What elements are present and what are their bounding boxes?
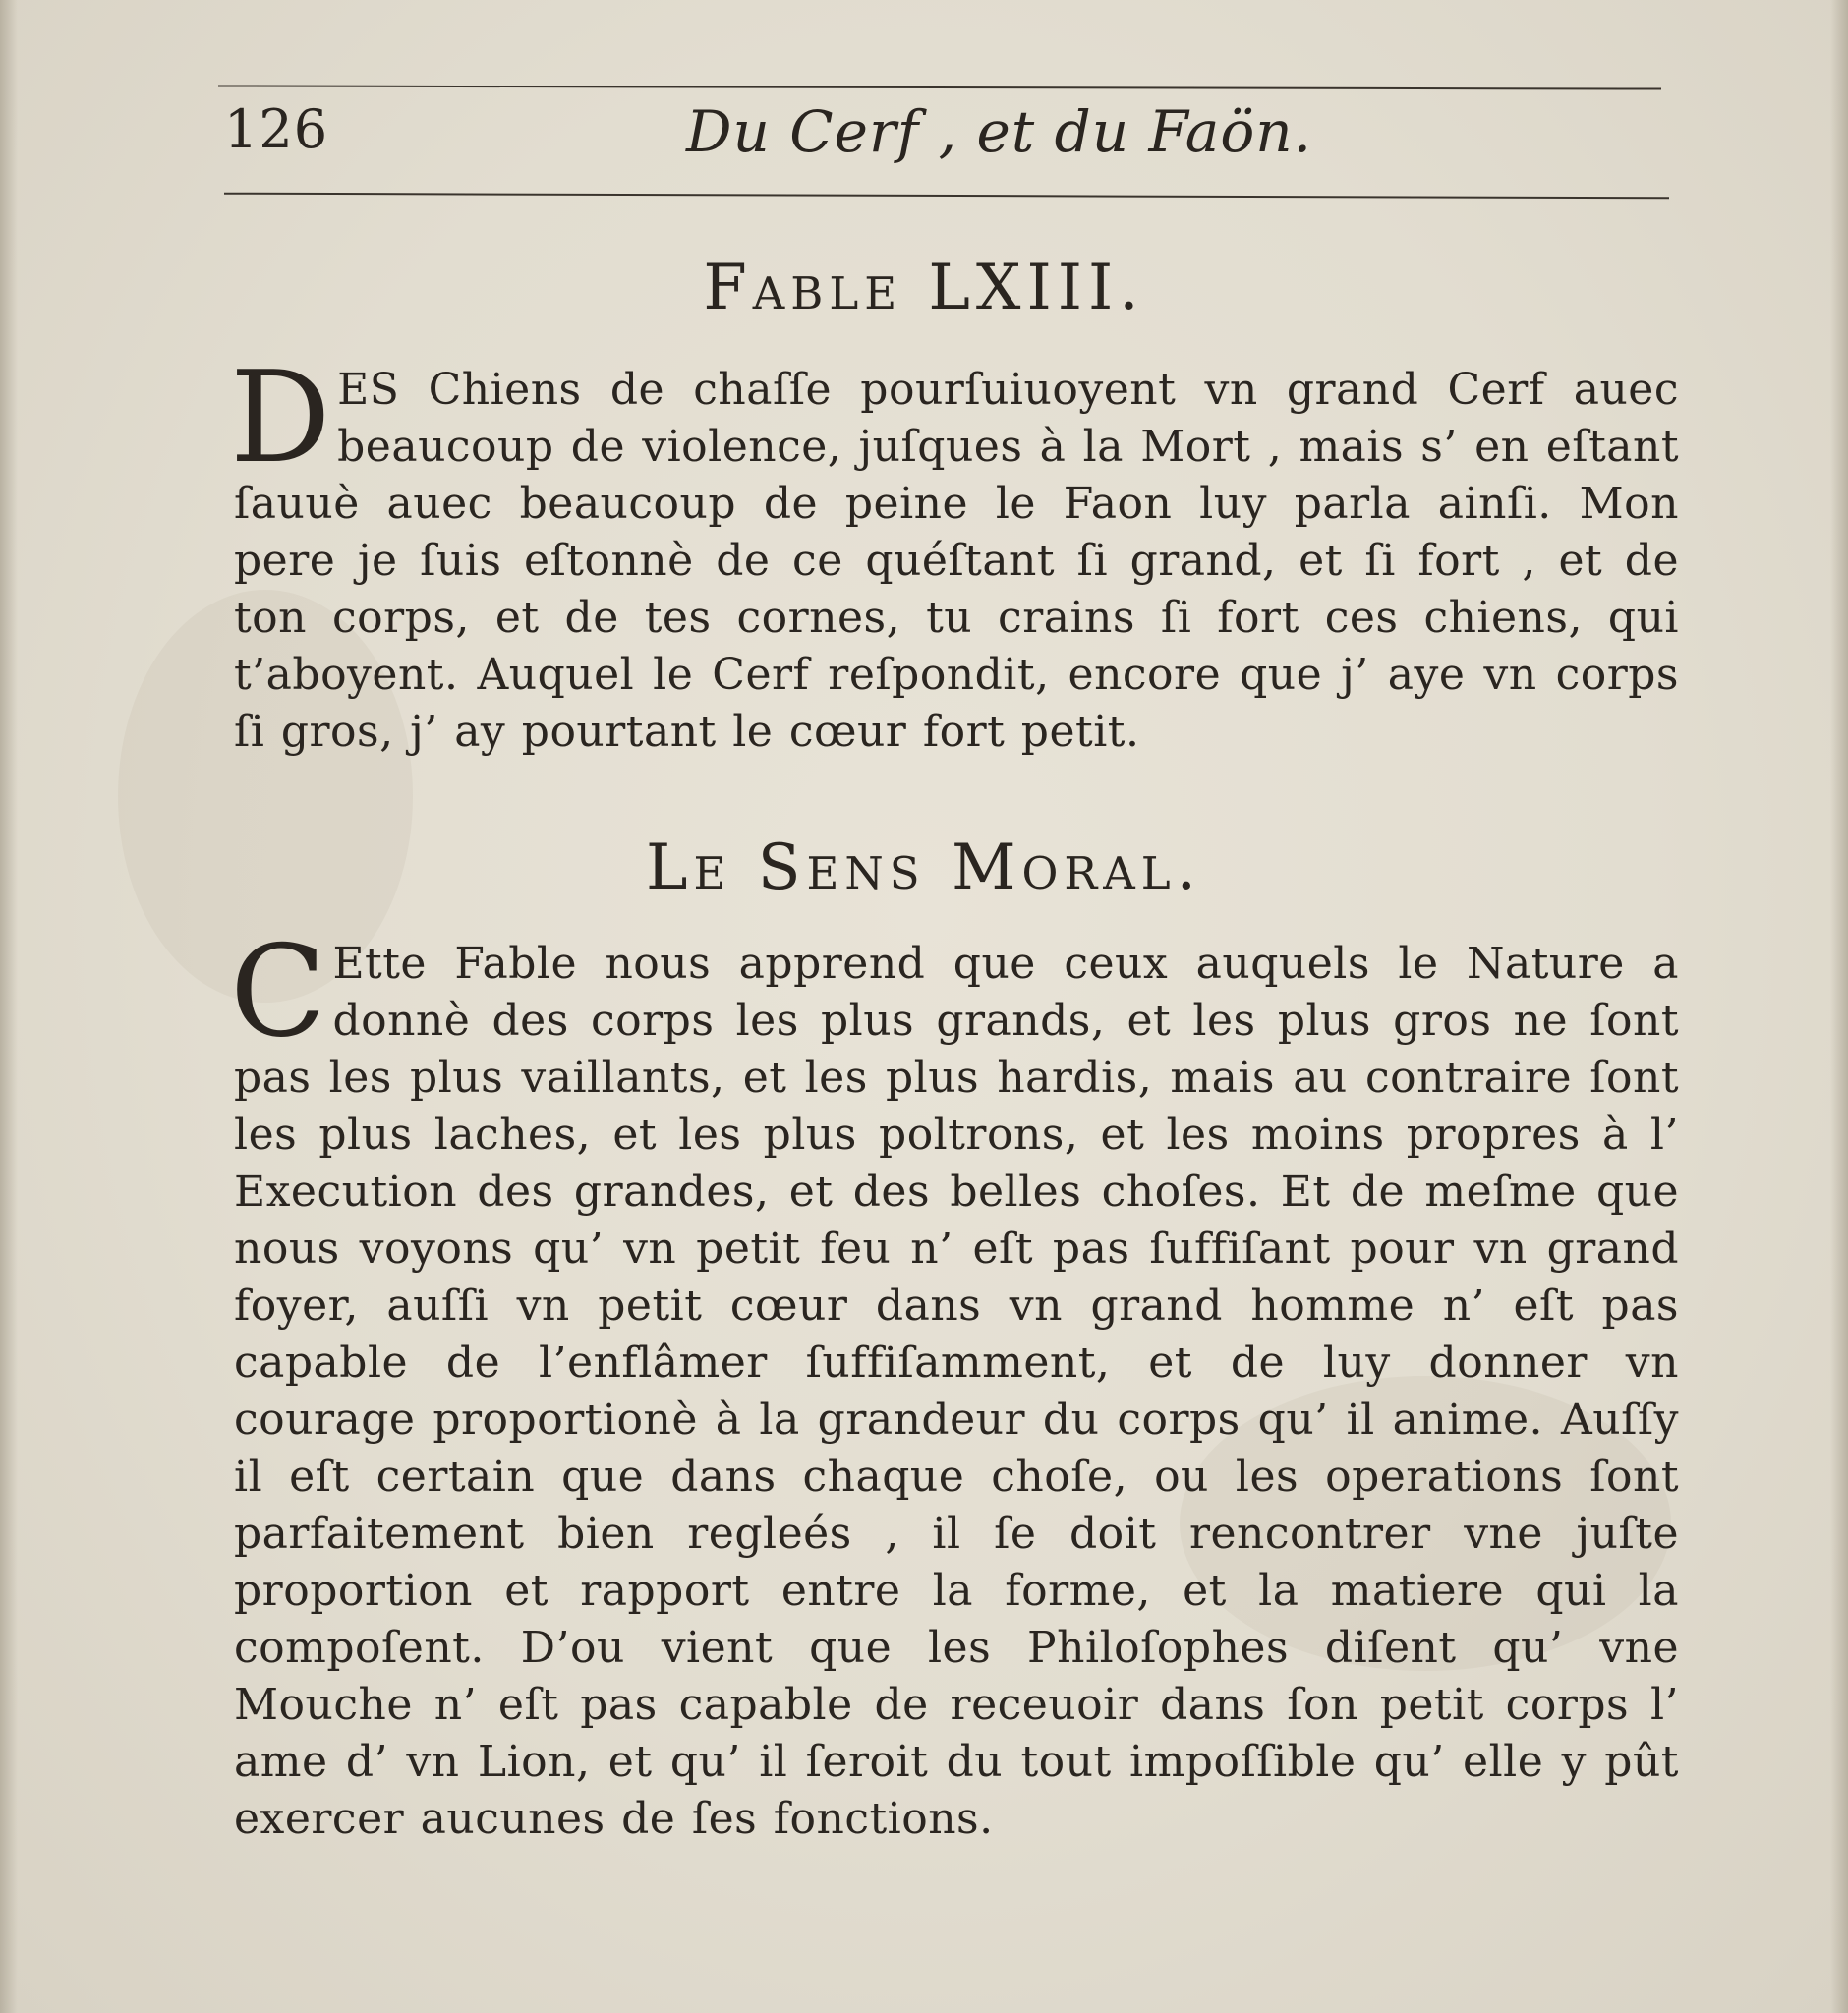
drop-cap-initial: C: [230, 919, 327, 1065]
drop-cap-initial: D: [230, 345, 332, 491]
fable-paragraph: [230, 345, 1679, 761]
running-head: [224, 98, 1661, 177]
fable-body-text: ES Chiens de chaſſe pourſuiuoyent vn grand Cerf auec beaucoup de violence, juſques à la Mort , mais s’ en eſtant ſauuè auec beaucoup de peine le Faon luy parla ainſi. Mon pere je ſuis eſtonnè de ce quéſtant ſi grand, et ſi fort , et de ton corps, et de tes cornes, tu crains ſi fort ces chiens, qui t’aboyent. Auquel le Cerf reſpondit, encore que j’ aye vn corps ſi gros, j’ ay pourtant le cœur fort petit.: [234, 365, 1679, 757]
header-rule-bottom: [224, 193, 1669, 200]
header-rule-top: [218, 85, 1661, 89]
page-number: 126: [224, 98, 329, 160]
moral-body-text: Ette Fable nous apprend que ceux auquels le Nature a donnè des corps les plus grands, et les plus gros ne ſont pas les plus vaillants, et les plus hardis, mais au contraire ſont les plus laches, et les plus poltrons, et les moins propres à l’ Execution des grandes, et des belles choſes. Et de meſme que nous voyons qu’ vn petit feu n’ eſt pas ſuffiſant pour vn grand foyer, auſſi vn petit cœur dans vn grand homme n’ eſt pas capable de l’enflâmer ſuffiſamment, et de luy donner vn courage proportionè à la grandeur du corps qu’ il anime. Auſſy il eſt certain que dans chaque choſe, ou les operations ſont parfaitement bien regleés , il ſe doit rencontrer vne juſte proportion et rapport entre la forme, et la matiere qui la compoſent. D’ou vient que les Philoſophes diſent qu’ vne Mouche n’ eſt pas capable de receuoir dans ſon petit corps l’ ame d’ vn Lion, et qu’ il ſeroit du tout impoſſible qu’ elle y pût exercer aucunes de ſes fonctions.: [234, 939, 1679, 1844]
moral-heading: Le Sens Moral.: [646, 832, 1202, 904]
moral-paragraph: [230, 919, 1679, 1848]
running-title: Du Cerf , et du Faön.: [686, 98, 1313, 165]
fable-heading: Fable LXIII.: [703, 252, 1145, 324]
